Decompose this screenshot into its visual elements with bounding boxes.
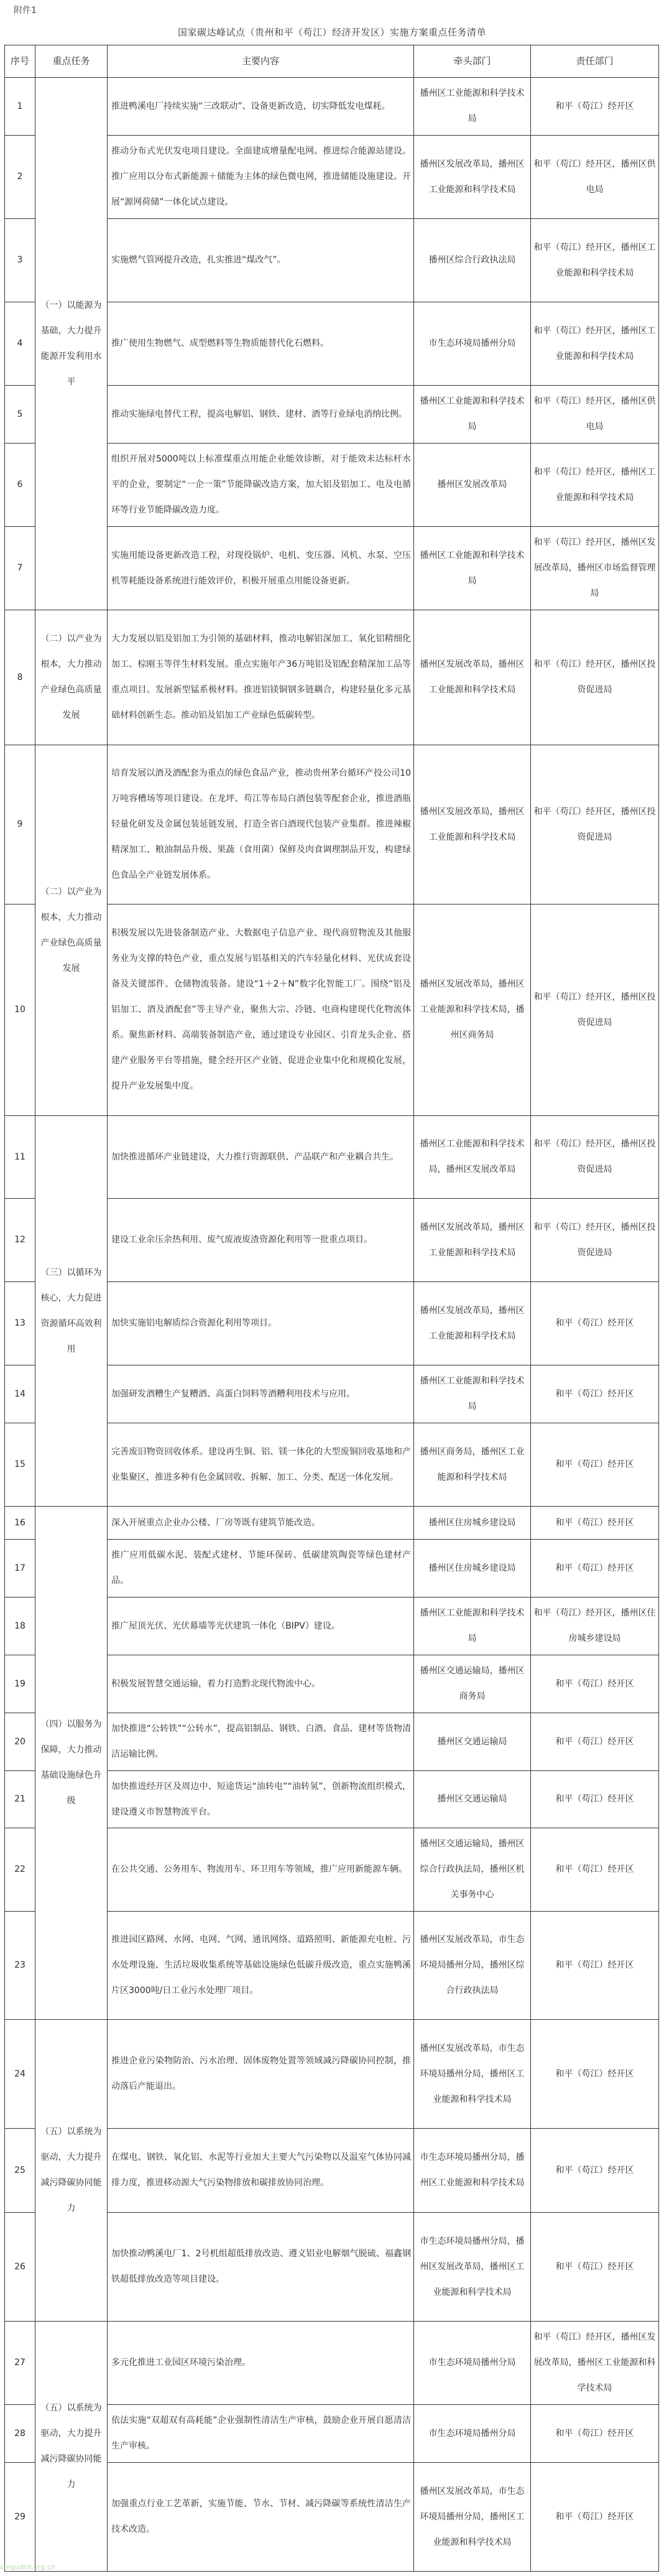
- row-2-seq-cell: [4, 135, 35, 219]
- row-10-seq-cell: [4, 904, 35, 1116]
- row-12-lead-cell: [413, 1198, 531, 1282]
- row-seq-text: 28: [14, 2428, 25, 2439]
- row-8-seq-cell: [4, 610, 35, 745]
- row-24-resp-cell: [530, 2019, 659, 2129]
- row-3-seq-cell: [4, 218, 35, 302]
- row-9-content-cell: [107, 745, 414, 904]
- row-28-seq-cell: [4, 2404, 35, 2463]
- row-21-resp-cell: [530, 1770, 659, 1828]
- row-lead-text: 播州区工业能源和科学技术局，播州区发展改革局: [420, 1139, 525, 1174]
- row-resp-text: 和平（苟江）经开区，播州区投资促进局: [533, 659, 656, 695]
- row-content-text: 积极发展以先进装备制造产业、大数据电子信息产业、现代商贸物流及其他服务业为支撑的特色产业，重点发展与铝基相关的汽车轻量化材料、光伏成套设备及关键部件、仓储物流装备。建设“1＋2＋N”数字化智能工厂。围绕“铝及铝加工、酒及酒配套”等主导产业，聚焦大宗、冷链、电商构建现代化物流体系。聚焦新材料、高端装备制造产业，通过建设专业园区、引育龙头企业、搭建产业服务平台等措施，健全经开区产业链，促进企业集中化和规模化发展，提升产业发展集中度。: [111, 928, 411, 1091]
- row-resp-text: 和平（苟江）经开区: [555, 1388, 634, 1399]
- group-task-cell: [35, 77, 108, 610]
- row-lead-text: 播州区发展改革局，市生态环境局播州分局，播州区工业能源和科学技术局: [420, 2043, 525, 2104]
- row-lead-text: 播州区发展改革局，市生态环境局播州分局，播州区综合行政执法局: [420, 1935, 525, 1996]
- row-seq-text: 2: [17, 172, 23, 182]
- row-19-lead-cell: [413, 1655, 531, 1713]
- row-resp-text: 和平（苟江）经开区，播州区供电局: [533, 159, 656, 195]
- row-9-lead-cell: [413, 745, 531, 904]
- row-6-lead-cell: [413, 443, 531, 527]
- group-task-cell: [35, 745, 108, 1116]
- row-resp-text: 和平（苟江）经开区: [555, 2428, 634, 2439]
- row-24-lead-cell: [413, 2019, 531, 2129]
- row-content-text: 培育发展以酒及酒配套为重点的绿色食品产业，推动贵州茅台循环产投公司10万吨容槽场等项目建设。在龙坪、苟江等布局白酒包装等配套企业，推进酒瓶轻量化研发及金属包装延链发展，打造全省白酒现代包装产业集群。推进辣椒精深加工、粮油制品升级、果蔬（食用菌）保鲜及肉食调理制品开发，构建绿色食品全产业链发展体系。: [111, 768, 411, 880]
- row-resp-text: 和平（苟江）经开区: [555, 1794, 634, 1804]
- row-seq-text: 12: [14, 1235, 25, 1245]
- row-18-lead-cell: [413, 1597, 531, 1655]
- row-25-seq-cell: [4, 2128, 35, 2213]
- group-task-cell: [35, 1115, 108, 1507]
- row-resp-text: 和平（苟江）经开区: [555, 1678, 634, 1689]
- row-seq-text: 29: [14, 2511, 25, 2522]
- row-seq-text: 11: [14, 1151, 25, 1162]
- row-28-content-cell: [107, 2404, 414, 2463]
- row-21-content-cell: [107, 1770, 414, 1828]
- row-18-resp-cell: [530, 1597, 659, 1655]
- row-24-seq-cell: [4, 2019, 35, 2129]
- row-resp-text: 和平（苟江）经开区，播州区投资促进局: [533, 1139, 656, 1174]
- row-seq-text: 4: [17, 338, 23, 348]
- row-content-text: 实施燃气管网提升改造，扎实推进“煤改气”。: [111, 255, 286, 265]
- row-4-resp-cell: [530, 302, 659, 386]
- row-content-text: 加快推进“公转铁”“公转水”，提高铝制品、钢铁、白酒、食品、建材等货物清洁运输比例。: [111, 1724, 411, 1759]
- row-resp-text: 和平（苟江）经开区，播州区工业能源和科学技术局: [533, 242, 656, 278]
- row-lead-text: 市生态环境局播州分局: [428, 338, 516, 348]
- row-resp-text: 和平（苟江）经开区: [555, 2261, 634, 2272]
- group-task-label: （五）以系统为驱动，大力提升减污降碳协同能力: [40, 2127, 102, 2213]
- row-3-resp-cell: [530, 218, 659, 302]
- row-lead-text: 市生态环境局播州分局，播州区发展改革局，播州区工业能源和科学技术局: [420, 2236, 525, 2297]
- task-table: [4, 45, 659, 2571]
- row-content-text: 深入开展重点企业办公楼、厂房等既有建筑节能改造。: [111, 1517, 320, 1528]
- header-content-label: 主要内容: [241, 55, 279, 67]
- row-17-seq-cell: [4, 1539, 35, 1597]
- header-resp: [530, 45, 659, 78]
- header-lead-label: 牵头部门: [453, 55, 491, 67]
- row-14-lead-cell: [413, 1365, 531, 1423]
- row-resp-text: 和平（苟江）经开区: [555, 1318, 634, 1328]
- row-10-lead-cell: [413, 904, 531, 1116]
- row-lead-text: 播州区发展改革局: [437, 480, 507, 490]
- row-14-seq-cell: [4, 1365, 35, 1423]
- row-27-content-cell: [107, 2321, 414, 2405]
- row-29-resp-cell: [530, 2462, 659, 2572]
- row-20-resp-cell: [530, 1713, 659, 1771]
- row-content-text: 推广屋顶光伏、光伏幕墙等光伏建筑一体化（BIPV）建设。: [111, 1620, 340, 1631]
- row-lead-text: 播州区发展改革局，播州区工业能源和科学技术局: [420, 159, 525, 195]
- row-18-seq-cell: [4, 1597, 35, 1655]
- row-12-content-cell: [107, 1198, 414, 1282]
- row-lead-text: 播州区住房城乡建设局: [428, 1517, 516, 1528]
- row-lead-text: 播州区发展改革局，播州区工业能源和科学技术局: [420, 806, 525, 842]
- row-19-resp-cell: [530, 1655, 659, 1713]
- attachment-label: 附件1: [14, 6, 37, 16]
- row-seq-text: 16: [14, 1517, 25, 1528]
- row-content-text: 大力发展以铝及铝加工为引领的基础材料，推动电解铝深加工、氧化铝精细化加工、棕刚玉等伴生材料发展。重点实施年产36万吨铝及铝配套精深加工品等重点项目。发展新型锰系极材料。推进铝镁铜钢多链耦合，构建轻量化多元基础材料创新生态。推动铝及铝加工产业绿色低碳转型。: [111, 634, 411, 720]
- row-10-content-cell: [107, 904, 414, 1116]
- row-seq-text: 1: [17, 101, 23, 111]
- row-16-lead-cell: [413, 1506, 531, 1540]
- header-seq-label: 序号: [10, 55, 29, 67]
- row-9-resp-cell: [530, 745, 659, 904]
- row-17-lead-cell: [413, 1539, 531, 1597]
- row-13-lead-cell: [413, 1281, 531, 1365]
- row-13-seq-cell: [4, 1281, 35, 1365]
- row-content-text: 积极发展智慧交通运输，着力打造黔北现代物流中心。: [111, 1678, 320, 1689]
- row-seq-text: 24: [14, 2068, 25, 2079]
- row-7-resp-cell: [530, 526, 659, 610]
- row-15-lead-cell: [413, 1423, 531, 1507]
- row-25-content-cell: [107, 2128, 414, 2213]
- row-content-text: 建设工业余压余热利用、废气废液废渣资源化利用等一批重点项目。: [111, 1235, 372, 1245]
- row-seq-text: 19: [14, 1678, 25, 1689]
- row-3-content-cell: [107, 218, 414, 302]
- group-task-label: （五）以系统为驱动，大力提升减污降碳协同能力: [40, 2402, 102, 2490]
- row-16-content-cell: [107, 1506, 414, 1540]
- row-25-resp-cell: [530, 2128, 659, 2213]
- row-content-text: 在公共交通、公务用车、物流用车、环卫用车等领域，推广应用新能源车辆。: [111, 1864, 407, 1874]
- row-28-lead-cell: [413, 2404, 531, 2463]
- row-seq-text: 9: [17, 819, 23, 829]
- row-content-text: 依法实施“双超双有高耗能”企业强制性清洁生产审核，鼓励企业开展自愿清洁生产审核。: [111, 2416, 411, 2451]
- group-task-cell: [35, 2019, 108, 2322]
- row-24-content-cell: [107, 2019, 414, 2129]
- row-11-content-cell: [107, 1115, 414, 1199]
- row-3-lead-cell: [413, 218, 531, 302]
- row-resp-text: 和平（苟江）经开区，播州区住房城乡建设局: [533, 1608, 656, 1644]
- row-resp-text: 和平（苟江）经开区: [555, 1864, 634, 1874]
- row-lead-text: 播州区工业能源和科学技术局: [420, 1608, 525, 1644]
- row-16-resp-cell: [530, 1506, 659, 1540]
- header-seq: [4, 45, 35, 78]
- row-29-seq-cell: [4, 2462, 35, 2572]
- row-seq-text: 26: [14, 2261, 25, 2272]
- document-title: 国家碳达峰试点（贵州和平（苟江）经济开发区）实施方案重点任务清单: [177, 27, 486, 38]
- row-seq-text: 15: [14, 1459, 25, 1469]
- row-6-content-cell: [107, 443, 414, 527]
- row-10-resp-cell: [530, 904, 659, 1116]
- row-28-resp-cell: [530, 2404, 659, 2463]
- row-15-content-cell: [107, 1423, 414, 1507]
- row-7-content-cell: [107, 526, 414, 610]
- row-content-text: 推动实施绿电替代工程，提高电解铝、钢铁、建材、酒等行业绿电消纳比例。: [111, 409, 407, 419]
- header-resp-label: 责任部门: [576, 55, 614, 67]
- row-content-text: 实施用能设备更新改造工程，对现役锅炉、电机、变压器、风机、水泵、空压机等耗能设备系统进行能效评价，积极开展重点用能设备更新。: [111, 550, 411, 586]
- row-resp-text: 和平（苟江）经开区，播州区投资促进局: [533, 992, 656, 1028]
- row-5-lead-cell: [413, 385, 531, 444]
- row-4-lead-cell: [413, 302, 531, 386]
- row-7-seq-cell: [4, 526, 35, 610]
- row-19-seq-cell: [4, 1655, 35, 1713]
- row-resp-text: 和平（苟江）经开区: [555, 1960, 634, 1970]
- group-task-label: （三）以循环为核心，大力促进资源循环高效利用: [40, 1267, 102, 1354]
- row-resp-text: 和平（苟江）经开区: [555, 1736, 634, 1747]
- row-lead-text: 播州区交通运输局: [437, 1794, 507, 1804]
- row-content-text: 推进鸭溪电厂持续实施“三改联动”、设备更新改造，切实降低发电煤耗。: [111, 101, 390, 111]
- row-seq-text: 6: [17, 480, 23, 490]
- row-4-content-cell: [107, 302, 414, 386]
- row-23-content-cell: [107, 1911, 414, 2020]
- row-6-resp-cell: [530, 443, 659, 527]
- row-content-text: 加快实施铝电解质综合资源化利用等项目。: [111, 1318, 277, 1328]
- row-content-text: 加快推进循环产业链建设，大力推行资源联供、产品联产和产业耦合共生。: [111, 1151, 399, 1162]
- row-lead-text: 播州区工业能源和科学技术局: [420, 550, 525, 586]
- row-26-resp-cell: [530, 2212, 659, 2322]
- row-seq-text: 7: [17, 563, 23, 573]
- row-seq-text: 8: [17, 672, 23, 682]
- row-lead-text: 播州区交通运输局，播州区综合行政执法局，播州区机关事务中心: [420, 1839, 525, 1900]
- row-22-content-cell: [107, 1828, 414, 1912]
- row-21-seq-cell: [4, 1770, 35, 1828]
- group-task-cell: [35, 1506, 108, 2020]
- row-27-seq-cell: [4, 2321, 35, 2405]
- row-29-lead-cell: [413, 2462, 531, 2572]
- header-task-label: 重点任务: [52, 55, 90, 67]
- row-seq-text: 5: [17, 409, 23, 419]
- row-29-content-cell: [107, 2462, 414, 2572]
- row-14-resp-cell: [530, 1365, 659, 1423]
- group-task-label: （一）以能源为基础，大力提升能源开发利用水平: [40, 300, 102, 387]
- row-4-seq-cell: [4, 302, 35, 386]
- row-11-lead-cell: [413, 1115, 531, 1199]
- row-15-resp-cell: [530, 1423, 659, 1507]
- row-2-lead-cell: [413, 135, 531, 219]
- row-lead-text: 市生态环境局播州分局，播州区工业能源和科学技术局: [420, 2152, 525, 2188]
- row-27-lead-cell: [413, 2321, 531, 2405]
- row-7-lead-cell: [413, 526, 531, 610]
- row-16-seq-cell: [4, 1506, 35, 1540]
- watermark: iangudnli.org.cn: [0, 2563, 55, 2571]
- row-seq-text: 20: [14, 1736, 25, 1747]
- row-lead-text: 市生态环境局播州分局: [428, 2428, 516, 2439]
- row-content-text: 加快推进经开区及周边中、短途货运“油转电”“油转氢”，创新物流组织模式，建设遵义市智慧物流平台。: [111, 1781, 411, 1817]
- row-seq-text: 3: [17, 255, 23, 265]
- row-resp-text: 和平（苟江）经开区: [555, 1517, 634, 1528]
- row-lead-text: 播州区综合行政执法局: [428, 255, 516, 265]
- row-resp-text: 和平（苟江）经开区，播州区工业能源和科学技术局: [533, 325, 656, 361]
- row-15-seq-cell: [4, 1423, 35, 1507]
- row-26-lead-cell: [413, 2212, 531, 2322]
- row-13-resp-cell: [530, 1281, 659, 1365]
- row-20-seq-cell: [4, 1713, 35, 1771]
- row-lead-text: 播州区工业能源和科学技术局: [420, 1376, 525, 1411]
- group-task-cell: [35, 2321, 108, 2572]
- row-seq-text: 22: [14, 1864, 25, 1874]
- row-seq-text: 10: [14, 1005, 25, 1015]
- row-1-seq-cell: [4, 77, 35, 136]
- row-23-lead-cell: [413, 1911, 531, 2020]
- row-seq-text: 18: [14, 1620, 25, 1631]
- row-lead-text: 播州区发展改革局，播州区工业能源和科学技术局，播州区商务局: [420, 979, 525, 1040]
- row-resp-text: 和平（苟江）经开区，播州区投资促进局: [533, 806, 656, 842]
- row-lead-text: 播州区工业能源和科学技术局: [420, 88, 525, 124]
- row-17-content-cell: [107, 1539, 414, 1597]
- row-9-seq-cell: [4, 745, 35, 904]
- row-resp-text: 和平（苟江）经开区，播州区供电局: [533, 396, 656, 432]
- row-resp-text: 和平（苟江）经开区，播州区发展改革局，播州区市场监督管理局: [533, 537, 656, 598]
- row-13-content-cell: [107, 1281, 414, 1365]
- row-lead-text: 播州区住房城乡建设局: [428, 1563, 516, 1573]
- row-20-lead-cell: [413, 1713, 531, 1771]
- group-task-label: （二）以产业为根本，大力推动产业绿色高质量发展: [40, 886, 102, 974]
- row-resp-text: 和平（苟江）经开区: [555, 2068, 634, 2079]
- row-23-resp-cell: [530, 1911, 659, 2020]
- row-1-resp-cell: [530, 77, 659, 136]
- row-lead-text: 市生态环境局播州分局: [428, 2358, 516, 2368]
- row-23-seq-cell: [4, 1911, 35, 2020]
- group-task-label: （四）以服务为保障，大力推动基础设施绿色升级: [40, 1719, 102, 1806]
- row-lead-text: 播州区交通运输局，播州区商务局: [420, 1666, 525, 1701]
- row-2-resp-cell: [530, 135, 659, 219]
- row-seq-text: 17: [14, 1563, 25, 1573]
- row-resp-text: 和平（苟江）经开区: [555, 2511, 634, 2522]
- row-seq-text: 25: [14, 2165, 25, 2175]
- row-resp-text: 和平（苟江）经开区: [555, 101, 634, 111]
- row-content-text: 推动分布式光伏发电项目建设。全面建成增量配电网。推进综合能源站建设。推广应用以分布式新能源＋储能为主体的绿色微电网，推进储能设施建设。开展“源网荷储”一体化试点建设。: [111, 146, 411, 207]
- row-21-lead-cell: [413, 1770, 531, 1828]
- row-8-content-cell: [107, 610, 414, 745]
- row-lead-text: 播州区发展改革局，播州区工业能源和科学技术局: [420, 1305, 525, 1341]
- row-resp-text: 和平（苟江）经开区: [555, 1459, 634, 1469]
- row-20-content-cell: [107, 1713, 414, 1771]
- row-5-content-cell: [107, 385, 414, 444]
- row-content-text: 推进园区路网、水网、电网、气网、通讯网络、道路照明、新能源充电桩、污水处理设施、生活垃圾收集系统等基础设施绿色低碳升级改造，重点实施鸭溪片区3000吨/日工业污水处理厂项目。: [111, 1935, 411, 1996]
- row-22-seq-cell: [4, 1828, 35, 1912]
- row-1-content-cell: [107, 77, 414, 136]
- header-lead: [413, 45, 531, 78]
- row-5-seq-cell: [4, 385, 35, 444]
- row-12-resp-cell: [530, 1198, 659, 1282]
- row-lead-text: 播州区发展改革局，播州区工业能源和科学技术局: [420, 1222, 525, 1258]
- row-content-text: 推广应用低碳水泥、装配式建材、节能环保砖、低碳建筑陶瓷等绿色建材产品。: [111, 1550, 411, 1586]
- row-seq-text: 14: [14, 1388, 25, 1399]
- row-resp-text: 和平（苟江）经开区，播州区发展改革局，播州区工业能源和科学技术局: [533, 2332, 656, 2393]
- row-resp-text: 和平（苟江）经开区，播州区投资促进局: [533, 1222, 656, 1258]
- row-27-resp-cell: [530, 2321, 659, 2405]
- row-2-content-cell: [107, 135, 414, 219]
- row-26-content-cell: [107, 2212, 414, 2322]
- row-content-text: 加强重点行业工艺革新，实施节能、节水、节材、减污降碳等系统性清洁生产技术改造。: [111, 2499, 411, 2534]
- row-content-text: 加快推动鸭溪电厂1、2号机组超低排放改造、遵义铝业电解烟气脱硫、福鑫钢铁超低排放改造等项目建设。: [111, 2249, 411, 2284]
- row-resp-text: 和平（苟江）经开区: [555, 1563, 634, 1573]
- row-17-resp-cell: [530, 1539, 659, 1597]
- row-seq-text: 23: [14, 1960, 25, 1970]
- row-26-seq-cell: [4, 2212, 35, 2322]
- row-18-content-cell: [107, 1597, 414, 1655]
- row-1-lead-cell: [413, 77, 531, 136]
- row-8-lead-cell: [413, 610, 531, 745]
- row-25-lead-cell: [413, 2128, 531, 2213]
- header-content: [107, 45, 414, 78]
- row-content-text: 推进企业污染物防治、污水治理、固体废物处置等领域减污降碳协同控制，推动落后产能退出。: [111, 2056, 411, 2091]
- row-seq-text: 13: [14, 1318, 25, 1328]
- row-content-text: 组织开展对5000吨以上标准煤重点用能企业能效诊断，对于能效未达标杆水平的企业，要制定“一企一策”节能降碳改造方案，加大铝及铝加工、电及电循环等行业节能降碳改造力度。: [111, 454, 411, 515]
- group-task-cell: [35, 610, 108, 745]
- row-content-text: 多元化推进工业园区环境污染治理。: [111, 2358, 251, 2368]
- row-11-seq-cell: [4, 1115, 35, 1199]
- row-lead-text: 播州区工业能源和科学技术局: [420, 396, 525, 432]
- row-content-text: 在煤电、钢铁、氧化铝、水泥等行业加大主要大气污染物以及温室气体协同减排力度，推进移动源大气污染物排放和碳排放协同治理。: [111, 2152, 411, 2188]
- row-resp-text: 和平（苟江）经开区，播州区工业能源和科学技术局: [533, 467, 656, 503]
- row-resp-text: 和平（苟江）经开区: [555, 2165, 634, 2175]
- group-task-label: （二）以产业为根本，大力推动产业绿色高质量发展: [40, 634, 102, 720]
- row-seq-text: 21: [14, 1794, 25, 1804]
- row-lead-text: 播州区商务局，播州区工业能源和科学技术局: [420, 1446, 525, 1482]
- row-6-seq-cell: [4, 443, 35, 527]
- header-task: [35, 45, 108, 78]
- row-content-text: 加强研发酒糟生产复糟酒、高蛋白饲料等酒糟利用技术与应用。: [111, 1388, 355, 1399]
- row-content-text: 完善废旧物资回收体系。建设再生铜、铝、镁一体化的大型废铜回收基地和产业集聚区，推进多种有色金属回收、拆解、加工、分类、配送一体化发展。: [111, 1446, 411, 1482]
- row-19-content-cell: [107, 1655, 414, 1713]
- row-lead-text: 播州区发展改革局，播州区工业能源和科学技术局: [420, 659, 525, 695]
- row-lead-text: 播州区发展改革局，市生态环境局播州分局，播州区工业能源和科学技术局: [420, 2486, 525, 2547]
- row-seq-text: 27: [14, 2358, 25, 2368]
- row-11-resp-cell: [530, 1115, 659, 1199]
- row-22-lead-cell: [413, 1828, 531, 1912]
- row-5-resp-cell: [530, 385, 659, 444]
- row-lead-text: 播州区交通运输局: [437, 1736, 507, 1747]
- row-8-resp-cell: [530, 610, 659, 745]
- row-22-resp-cell: [530, 1828, 659, 1912]
- row-14-content-cell: [107, 1365, 414, 1423]
- row-content-text: 推广使用生物燃气、成型燃料等生物质能替代化石燃料。: [111, 338, 329, 348]
- row-12-seq-cell: [4, 1198, 35, 1282]
